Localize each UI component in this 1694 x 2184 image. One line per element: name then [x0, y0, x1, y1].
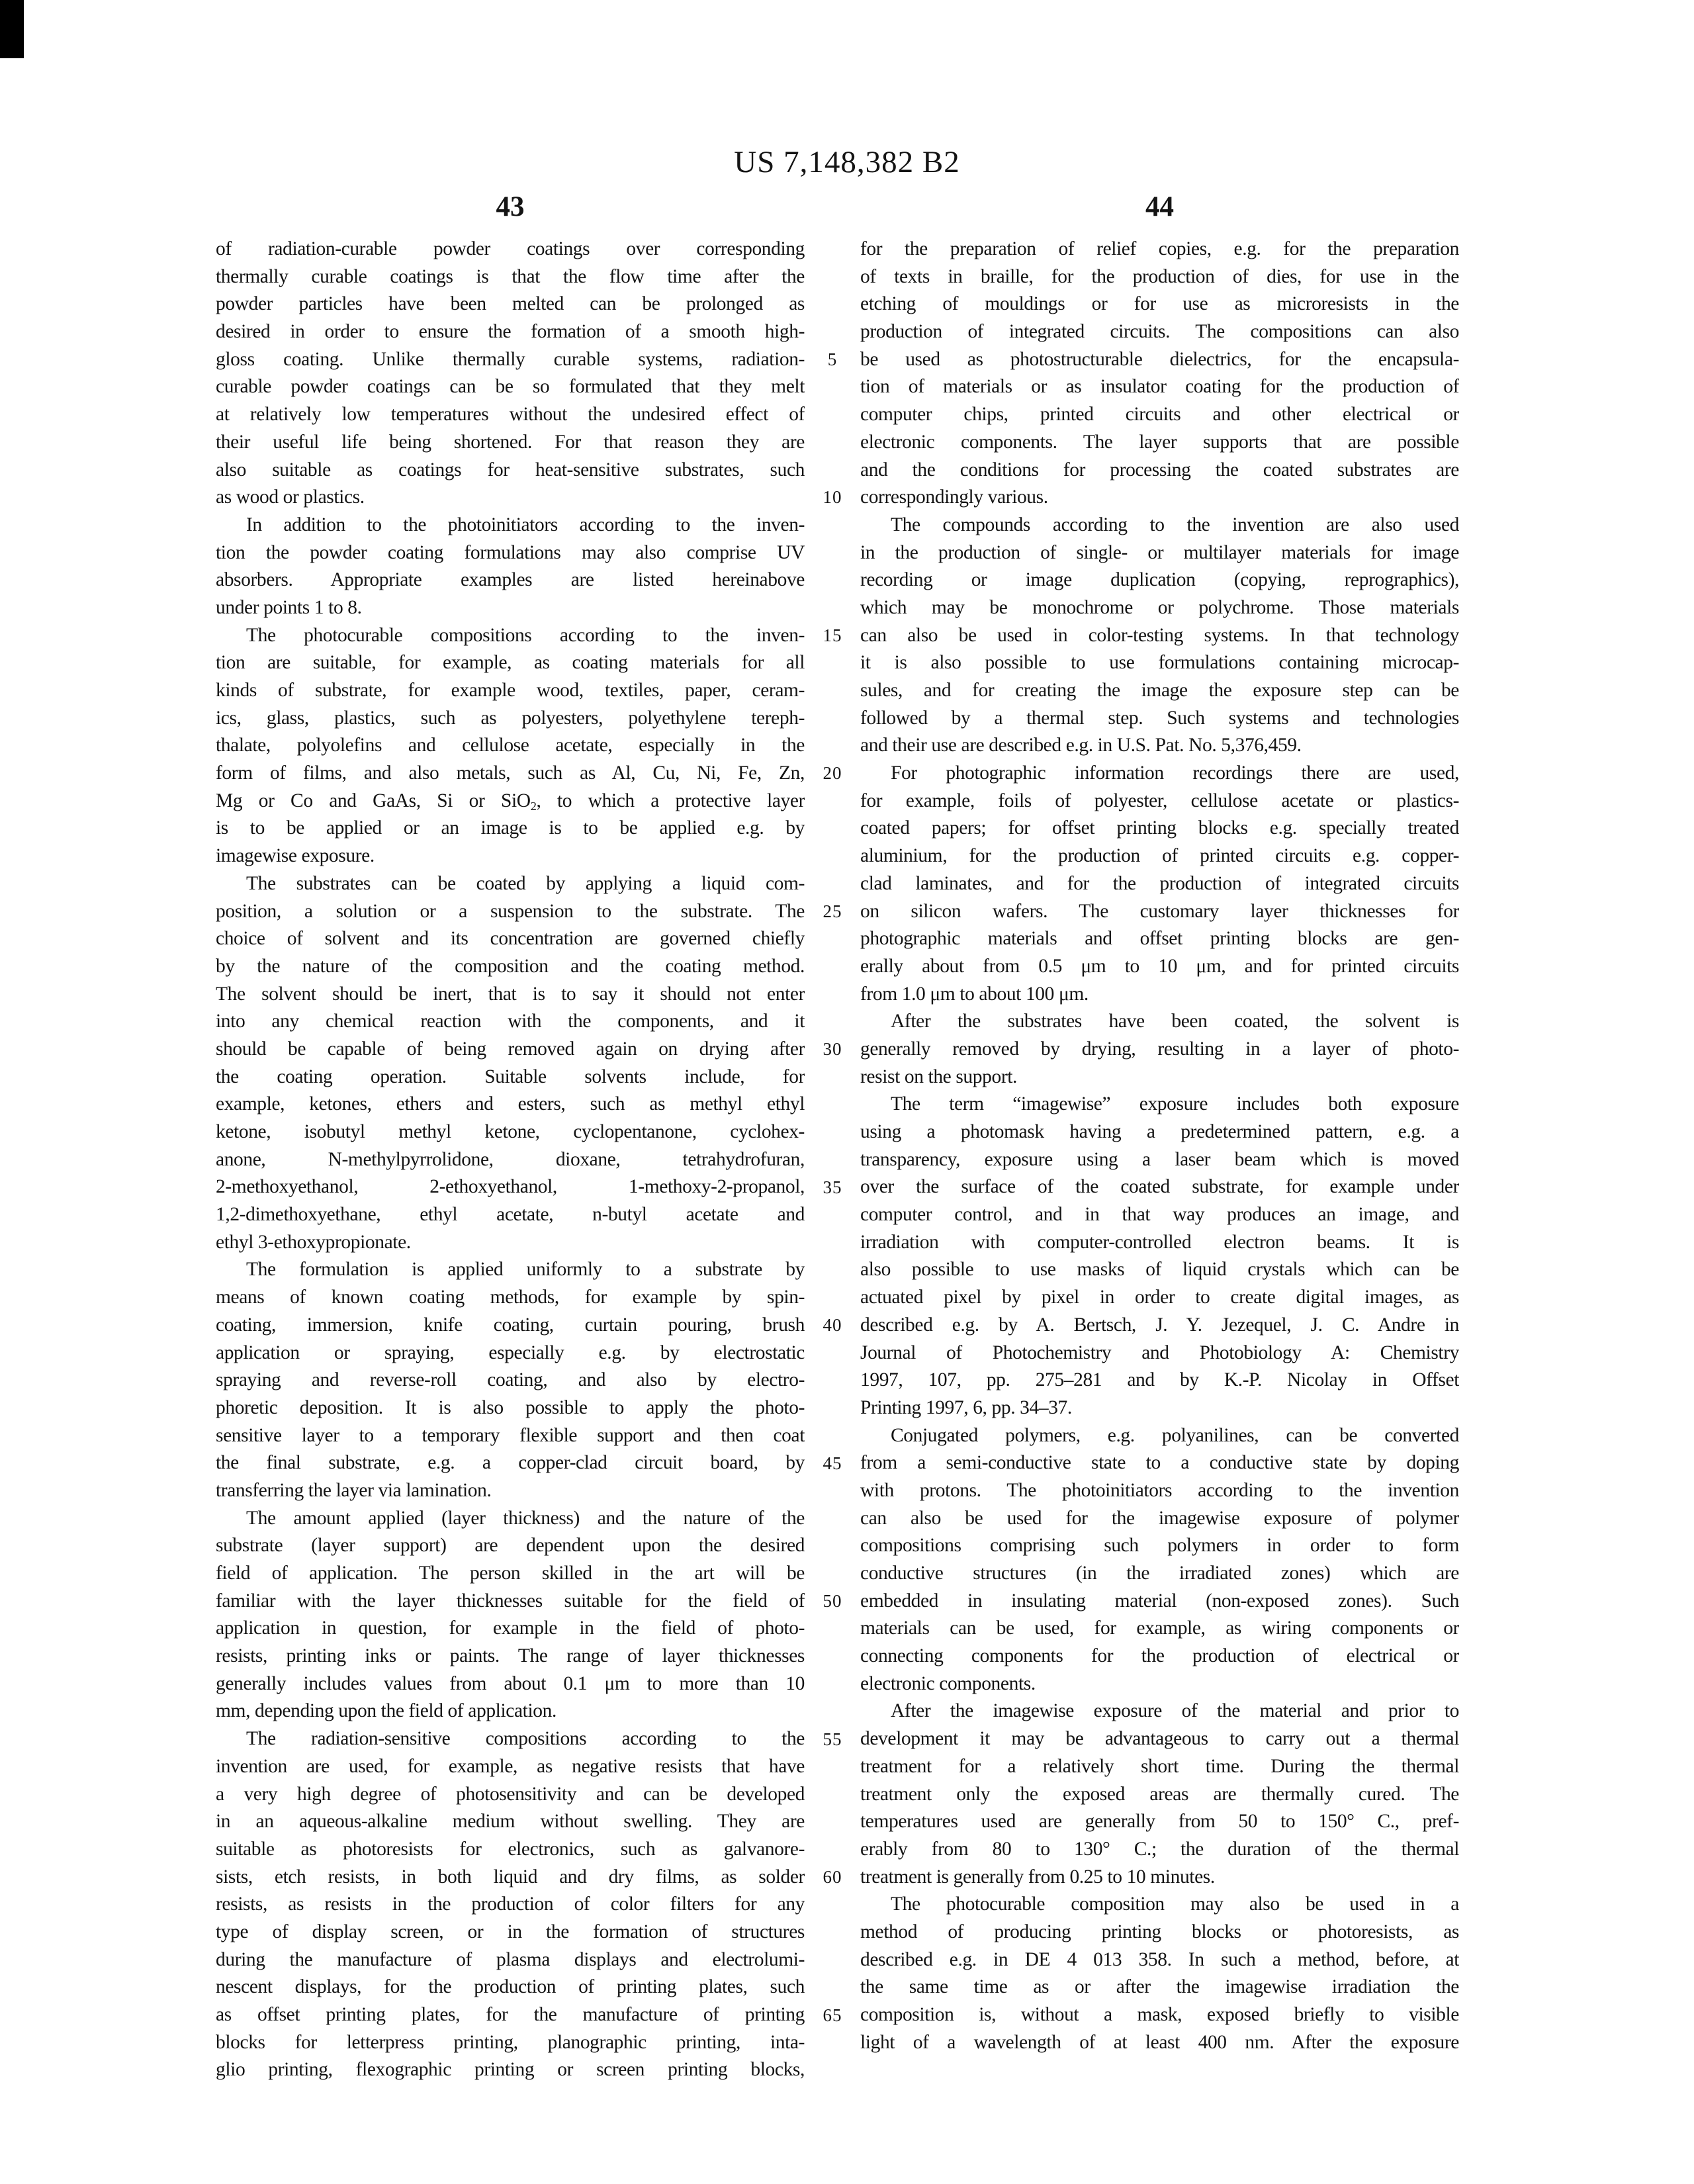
text-line: glio printing, flexographic printing or screen printing blocks, [216, 2059, 805, 2081]
text-line: In addition to the photoinitiators according to the inven- [246, 514, 805, 535]
text-line: Journal of Photochemistry and Photobiology A: Chemistry [860, 1342, 1459, 1363]
text-column-right [860, 236, 1459, 2056]
text-line: temperatures used are generally from 50 to 150° C., pref- [860, 1811, 1459, 1833]
text-line: coated papers; for offset printing blocks e.g. specially treated [860, 817, 1459, 839]
line-number-gutter [805, 236, 860, 2089]
text-line: in an aqueous-alkaline medium without swelling. They are [216, 1811, 805, 1833]
text-line: imagewise exposure. [216, 845, 375, 867]
text-line: application or spraying, especially e.g. by electrostatic [216, 1342, 805, 1363]
text-line: 2-methoxyethanol, 2-ethoxyethanol, 1-methoxy-2-propanol, [216, 1176, 805, 1198]
text-line: The solvent should be inert, that is to say it should not enter [216, 983, 805, 1005]
text-line: generally removed by drying, resulting in a layer of photo- [860, 1038, 1459, 1060]
scan-artifact [0, 0, 24, 58]
text-line: electronic components. [860, 1672, 1036, 1694]
text-line: and their use are described e.g. in U.S. Pat. No. 5,376,459. [860, 735, 1302, 756]
text-line: resist on the support. [860, 1066, 1018, 1087]
text-line: position, a solution or a suspension to the substrate. The [216, 900, 805, 922]
text-line: transferring the layer via lamination. [216, 1479, 492, 1501]
gutter-line-number: 60 [823, 1867, 842, 1888]
text-line: for the preparation of relief copies, e.g. for the preparation [860, 238, 1459, 259]
text-line: example, ketones, ethers and esters, such as methyl ethyl [216, 1093, 805, 1115]
text-line: at relatively low temperatures without the undesired effect of [216, 404, 805, 426]
text-line: anone, N-methylpyrrolidone, dioxane, tetrahydrofuran, [216, 1148, 805, 1170]
text-line: The radiation-sensitive compositions according to the [246, 1728, 805, 1750]
text-line: described e.g. in DE 4 013 358. In such a method, before, at [860, 1948, 1459, 1970]
text-line: sists, etch resists, in both liquid and dry films, as solder [216, 1866, 805, 1888]
text-line: sules, and for creating the image the exposure step can be [860, 680, 1459, 701]
text-line: can also be used in color-testing systems. In that technology [860, 624, 1459, 646]
text-line: from 1.0 μm to about 100 μm. [860, 983, 1089, 1005]
text-line: photographic materials and offset printing blocks are gen- [860, 928, 1459, 950]
gutter-line-number: 45 [823, 1453, 842, 1473]
text-line: under points 1 to 8. [216, 596, 362, 618]
gutter-line-number: 40 [823, 1315, 842, 1336]
text-line: type of display screen, or in the formation of structures [216, 1921, 805, 1942]
text-line: resists, printing inks or paints. The range of layer thicknesses [216, 1645, 805, 1667]
text-line: thalate, polyolefins and cellulose acetate, especially in the [216, 735, 805, 756]
gutter-line-number: 30 [823, 1039, 842, 1060]
text-line: ethyl 3-ethoxypropionate. [216, 1231, 411, 1253]
text-line: The amount applied (layer thickness) and the nature of the [246, 1507, 805, 1529]
text-line: is to be applied or an image is to be applied e.g. by [216, 817, 805, 839]
text-column-left [216, 236, 805, 2084]
text-line: The substrates can be coated by applying a liquid com- [246, 872, 805, 894]
text-line: ics, glass, plastics, such as polyesters, polyethylene tereph- [216, 707, 805, 729]
text-line: curable powder coatings can be so formulated that they melt [216, 376, 805, 398]
text-line: electronic components. The layer supports that are possible [860, 431, 1459, 453]
column-44-heading: 44 [1145, 191, 1174, 222]
text-line: into any chemical reaction with the components, and it [216, 1011, 805, 1032]
text-line: followed by a thermal step. Such systems and technologies [860, 707, 1459, 729]
text-line: can also be used for the imagewise exposure of polymer [860, 1507, 1459, 1529]
text-line: erably from 80 to 130° C.; the duration of the thermal [860, 1838, 1459, 1860]
text-line: the same time as or after the imagewise irradiation the [860, 1976, 1459, 1998]
text-line: treatment only the exposed areas are thermally cured. The [860, 1783, 1459, 1805]
text-line: transparency, exposure using a laser beam which is moved [860, 1148, 1459, 1170]
text-line: suitable as photoresists for electronics, such as galvanore- [216, 1838, 805, 1860]
text-line: tion are suitable, for example, as coating materials for all [216, 652, 805, 674]
text-line: treatment for a relatively short time. During the thermal [860, 1755, 1459, 1777]
text-line: kinds of substrate, for example wood, textiles, paper, ceram- [216, 680, 805, 701]
gutter-line-number: 50 [823, 1591, 842, 1612]
text-line: over the surface of the coated substrate, for example under [860, 1176, 1459, 1198]
text-line: be used as photostructurable dielectrics, for the encapsula- [860, 348, 1459, 370]
text-line: connecting components for the production of electrical or [860, 1645, 1459, 1667]
text-line: compositions comprising such polymers in order to form [860, 1535, 1459, 1557]
text-line: using a photomask having a predetermined pattern, e.g. a [860, 1121, 1459, 1142]
text-line: tion of materials or as insulator coating for the production of [860, 376, 1459, 398]
text-line: 1,2-dimethoxyethane, ethyl acetate, n-butyl acetate and [216, 1204, 805, 1226]
text-line: sensitive layer to a temporary flexible support and then coat [216, 1424, 805, 1446]
text-line: The photocurable composition may also be used in a [891, 1893, 1459, 1915]
text-line: should be capable of being removed again on drying after [216, 1038, 805, 1060]
text-line: clad laminates, and for the production of integrated circuits [860, 872, 1459, 894]
text-line: ketone, isobutyl methyl ketone, cyclopentanone, cyclohex- [216, 1121, 805, 1142]
text-line: erally about from 0.5 μm to 10 μm, and for printed circuits [860, 955, 1459, 977]
text-line: form of films, and also metals, such as Al, Cu, Ni, Fe, Zn, [216, 762, 805, 784]
text-line: powder particles have been melted can be prolonged as [216, 293, 805, 315]
gutter-line-number: 20 [823, 763, 842, 784]
gutter-line-number: 10 [823, 487, 842, 508]
text-line: embedded in insulating material (non-exposed zones). Such [860, 1590, 1459, 1612]
text-line: tion the powder coating formulations may also comprise UV [216, 541, 805, 563]
text-line: 1997, 107, pp. 275–281 and by K.-P. Nicolay in Offset [860, 1369, 1459, 1391]
text-line: The term “imagewise” exposure includes both exposure [891, 1093, 1459, 1115]
text-line: during the manufacture of plasma displays and electrolumi- [216, 1948, 805, 1970]
text-line: for example, foils of polyester, cellulose acetate or plastics- [860, 790, 1459, 811]
text-line: production of integrated circuits. The compositions can also [860, 321, 1459, 343]
text-line: by the nature of the composition and the coating method. [216, 955, 805, 977]
text-line: also suitable as coatings for heat-sensitive substrates, such [216, 459, 805, 480]
text-line: aluminium, for the production of printed circuits e.g. copper- [860, 845, 1459, 867]
text-line: resists, as resists in the production of color filters for any [216, 1893, 805, 1915]
gutter-line-number: 55 [823, 1729, 842, 1749]
text-line: actuated pixel by pixel in order to create digital images, as [860, 1287, 1459, 1308]
text-line: generally includes values from about 0.1 μm to more than 10 [216, 1672, 805, 1694]
text-line: light of a wavelength of at least 400 nm. After the exposure [860, 2031, 1459, 2053]
text-line: gloss coating. Unlike thermally curable systems, radiation- [216, 348, 805, 370]
text-line: on silicon wafers. The customary layer thicknesses for [860, 900, 1459, 922]
text-line: also possible to use masks of liquid crystals which can be [860, 1259, 1459, 1281]
gutter-line-number: 65 [823, 2005, 842, 2025]
text-line: development it may be advantageous to carry out a thermal [860, 1728, 1459, 1750]
text-line: nescent displays, for the production of printing plates, such [216, 1976, 805, 1998]
text-line: field of application. The person skilled in the art will be [216, 1563, 805, 1584]
text-line: with protons. The photoinitiators according to the invention [860, 1479, 1459, 1501]
text-line: spraying and reverse-roll coating, and also by electro- [216, 1369, 805, 1391]
text-line: thermally curable coatings is that the flow time after the [216, 265, 805, 287]
text-line: recording or image duplication (copying, reprographics), [860, 569, 1459, 591]
gutter-line-number: 35 [823, 1177, 842, 1197]
gutter-line-number: 15 [823, 625, 842, 645]
text-line: irradiation with computer-controlled electron beams. It is [860, 1231, 1459, 1253]
text-line: composition is, without a mask, exposed briefly to visible [860, 2004, 1459, 2025]
text-line: a very high degree of photosensitivity and can be developed [216, 1783, 805, 1805]
text-line: their useful life being shortened. For that reason they are [216, 431, 805, 453]
text-line: The photocurable compositions according to the inven- [246, 624, 805, 646]
text-line: as offset printing plates, for the manufacture of printing [216, 2004, 805, 2025]
text-line: absorbers. Appropriate examples are listed hereinabove [216, 569, 805, 591]
text-line: application in question, for example in the field of photo- [216, 1617, 805, 1639]
column-43-heading: 43 [496, 191, 525, 222]
text-line: desired in order to ensure the formation of a smooth high- [216, 321, 805, 343]
text-line: conductive structures (in the irradiated zones) which are [860, 1563, 1459, 1584]
text-line: Mg or Co and GaAs, Si or SiO$_2$, to which a protective layer [216, 790, 805, 813]
text-line: correspondingly various. [860, 486, 1048, 508]
text-line: familiar with the layer thicknesses suitable for the field of [216, 1590, 805, 1612]
text-line: After the substrates have been coated, the solvent is [891, 1011, 1459, 1032]
text-line: of radiation-curable powder coatings over corresponding [216, 238, 805, 259]
text-line: phoretic deposition. It is also possible to apply the photo- [216, 1396, 805, 1418]
text-line: mm, depending upon the field of application. [216, 1700, 557, 1722]
text-line: described e.g. by A. Bertsch, J. Y. Jezequel, J. C. Andre in [860, 1314, 1459, 1336]
text-line: computer chips, printed circuits and other electrical or [860, 404, 1459, 426]
text-line: invention are used, for example, as negative resists that have [216, 1755, 805, 1777]
text-line: After the imagewise exposure of the material and prior to [891, 1700, 1459, 1722]
text-line: means of known coating methods, for example by spin- [216, 1287, 805, 1308]
text-line: from a semi-conductive state to a conductive state by doping [860, 1452, 1459, 1474]
gutter-line-number: 25 [823, 901, 842, 921]
text-line: as wood or plastics. [216, 486, 365, 508]
text-line: etching of mouldings or for use as microresists in the [860, 293, 1459, 315]
text-line: the coating operation. Suitable solvents include, for [216, 1066, 805, 1087]
gutter-line-number: 5 [827, 349, 838, 369]
text-line: Conjugated polymers, e.g. polyanilines, can be converted [891, 1424, 1459, 1446]
text-line: The formulation is applied uniformly to a substrate by [246, 1259, 805, 1281]
text-line: treatment is generally from 0.25 to 10 minutes. [860, 1866, 1215, 1888]
text-line: computer control, and in that way produces an image, and [860, 1204, 1459, 1226]
text-line: coating, immersion, knife coating, curtain pouring, brush [216, 1314, 805, 1336]
text-line: choice of solvent and its concentration are governed chiefly [216, 928, 805, 950]
text-line: materials can be used, for example, as wiring components or [860, 1617, 1459, 1639]
text-line: substrate (layer support) are dependent upon the desired [216, 1535, 805, 1557]
text-line: For photographic information recordings there are used, [891, 762, 1459, 784]
patent-number-header: US 7,148,382 B2 [734, 145, 960, 179]
text-line: blocks for letterpress printing, planographic printing, inta- [216, 2031, 805, 2053]
text-line: the final substrate, e.g. a copper-clad circuit board, by [216, 1452, 805, 1474]
text-line: which may be monochrome or polychrome. Those materials [860, 596, 1459, 618]
text-line: method of producing printing blocks or photoresists, as [860, 1921, 1459, 1942]
text-line: and the conditions for processing the coated substrates are [860, 459, 1459, 480]
text-line: of texts in braille, for the production of dies, for use in the [860, 265, 1459, 287]
text-line: it is also possible to use formulations containing microcap- [860, 652, 1459, 674]
text-line: Printing 1997, 6, pp. 34–37. [860, 1396, 1072, 1418]
text-line: The compounds according to the invention are also used [891, 514, 1459, 535]
text-line: in the production of single- or multilayer materials for image [860, 541, 1459, 563]
